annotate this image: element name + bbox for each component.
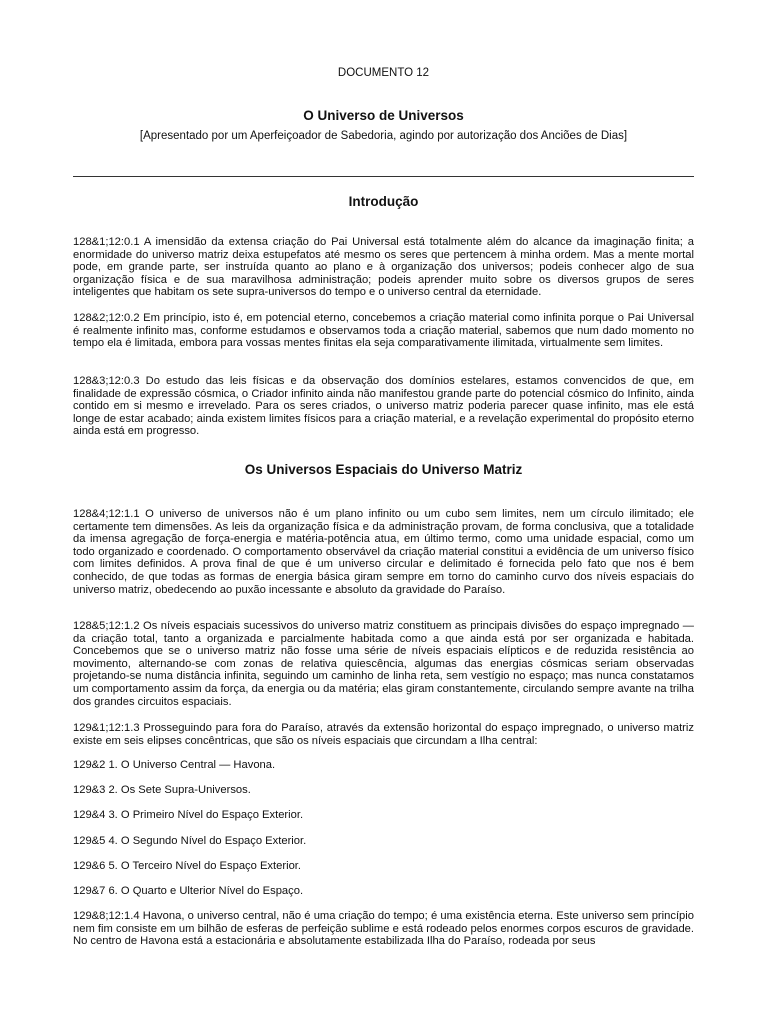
paragraph-12-0-2: 128&2;12:0.2 Em princípio, isto é, em potencial eterno, concebemos a criação material como infinita porque o Pai Universal é realmente infinito mas, conforme estudamos e observamos toda a criação material, sabemos que num dado momento no tempo ela é limitada, embora para vossas mentes finitas ela seja comparativamente ilimitada, virtualmente sem limites. <box>73 312 694 350</box>
list-item: 129&2 1. O Universo Central — Havona. <box>73 759 276 771</box>
horizontal-divider <box>73 176 694 177</box>
paragraph-12-1-2: 128&5;12:1.2 Os níveis espaciais sucessivos do universo matriz constituem as principais divisões do espaço impregnado — da criação total, tanto a organizada e parcialmente habitada como a que ainda está por ser organizada e habitada. Concebemos que se o universo matriz não fosse uma série de níveis espaciais elípticos e de reduzida resistência ao movimento, alternando-se com zonas de relativa quiescência, algumas das energias cósmicas seriam observadas projetando-se numa distância infinita, seguindo um caminho de linha reta, sem vestígio no espaço; mas nunca constatamos um comportamento assim da força, da energia ou da matéria; elas giram constantemente, circulando sempre avante na trilha dos grandes circuitos espaciais. <box>73 620 694 708</box>
paragraph-12-1-1: 128&4;12:1.1 O universo de universos não é um plano infinito ou um cubo sem limites, nem um círculo ilimitado; ele certamente tem dimensões. As leis da organização física e da administração provam, de forma conclusiva, que a totalidade da imensa agregação de força-energia e matéria-potência atua, em último termo, como uma unidade espacial, como um todo organizado e coordenado. O comportamento observável da criação material constitui a evidência de um universo físico com limites definidos. A prova final de que é um universo circular e delimitado é fornecida pelo fato que nos é bem conhecido, de que todas as formas de energia básica giram sempre em torno do caminho curvo dos níveis espaciais do universo matriz, obedecendo ao puxão incessante e absoluto da gravidade do Paraíso. <box>73 508 694 596</box>
list-item: 129&4 3. O Primeiro Nível do Espaço Exterior. <box>73 809 304 821</box>
paragraph-12-1-4: 129&8;12:1.4 Havona, o universo central, não é uma criação do tempo; é uma existência eterna. Este universo sem princípio nem fim consiste em um bilhão de esferas de perfeição sublime e está rodeado pelos enormes corpos escuros de gravidade. No centro de Havona está a estacionária e absolutamente estabilizada Ilha do Paraíso, rodeada por seus <box>73 910 694 948</box>
document-subtitle: [Apresentado por um Aperfeiçoador de Sabedoria, agindo por autorização dos Anciões de Dias] <box>139 130 628 142</box>
list-item: 129&6 5. O Terceiro Nível do Espaço Exterior. <box>73 860 302 872</box>
document-title: O Universo de Universos <box>303 108 464 123</box>
document-number: DOCUMENTO 12 <box>337 67 430 79</box>
paragraph-12-1-3: 129&1;12:1.3 Prosseguindo para fora do Paraíso, através da extensão horizontal do espaço impregnado, o universo matriz existe em seis elipses concêntricas, que são os níveis espaciais que circundam a Ilha central: <box>73 722 694 747</box>
paragraph-12-0-3: 128&3;12:0.3 Do estudo das leis físicas e da observação dos domínios estelares, estamos convencidos de que, em finalidade de expressão cósmica, o Criador infinito ainda não manifestou grande parte do potencial cósmico do Infinito, ainda contido em si mesmo e irrevelado. Para os seres criados, o universo matriz poderia parecer quase infinito, mas ele está longe de estar acabado; ainda existem limites físicos para a criação material, e a revelação experimental do propósito eterno ainda está em progresso. <box>73 375 694 438</box>
list-item: 129&5 4. O Segundo Nível do Espaço Exterior. <box>73 835 307 847</box>
list-item: 129&3 2. Os Sete Supra-Universos. <box>73 784 251 796</box>
section-heading-space-universes: Os Universos Espaciais do Universo Matriz <box>244 462 523 477</box>
paragraph-12-0-1: 128&1;12:0.1 A imensidão da extensa criação do Pai Universal está totalmente além do alcance da imaginação finita; a enormidade do universo matriz deixa estupefatos até mesmo os seres que pertencem à minha ordem. Mas a mente mortal pode, em grande parte, ser instruída quanto ao plano e à organização dos universos; podeis conhecer algo de sua organização física e de sua maravilhosa administração; podeis aprender muito sobre os diversos grupos de seres inteligentes que habitam os sete supra-universos do tempo e o universo central da eternidade. <box>73 236 694 299</box>
introduction-heading: Introdução <box>348 194 419 209</box>
list-item: 129&7 6. O Quarto e Ulterior Nível do Espaço. <box>73 885 304 897</box>
